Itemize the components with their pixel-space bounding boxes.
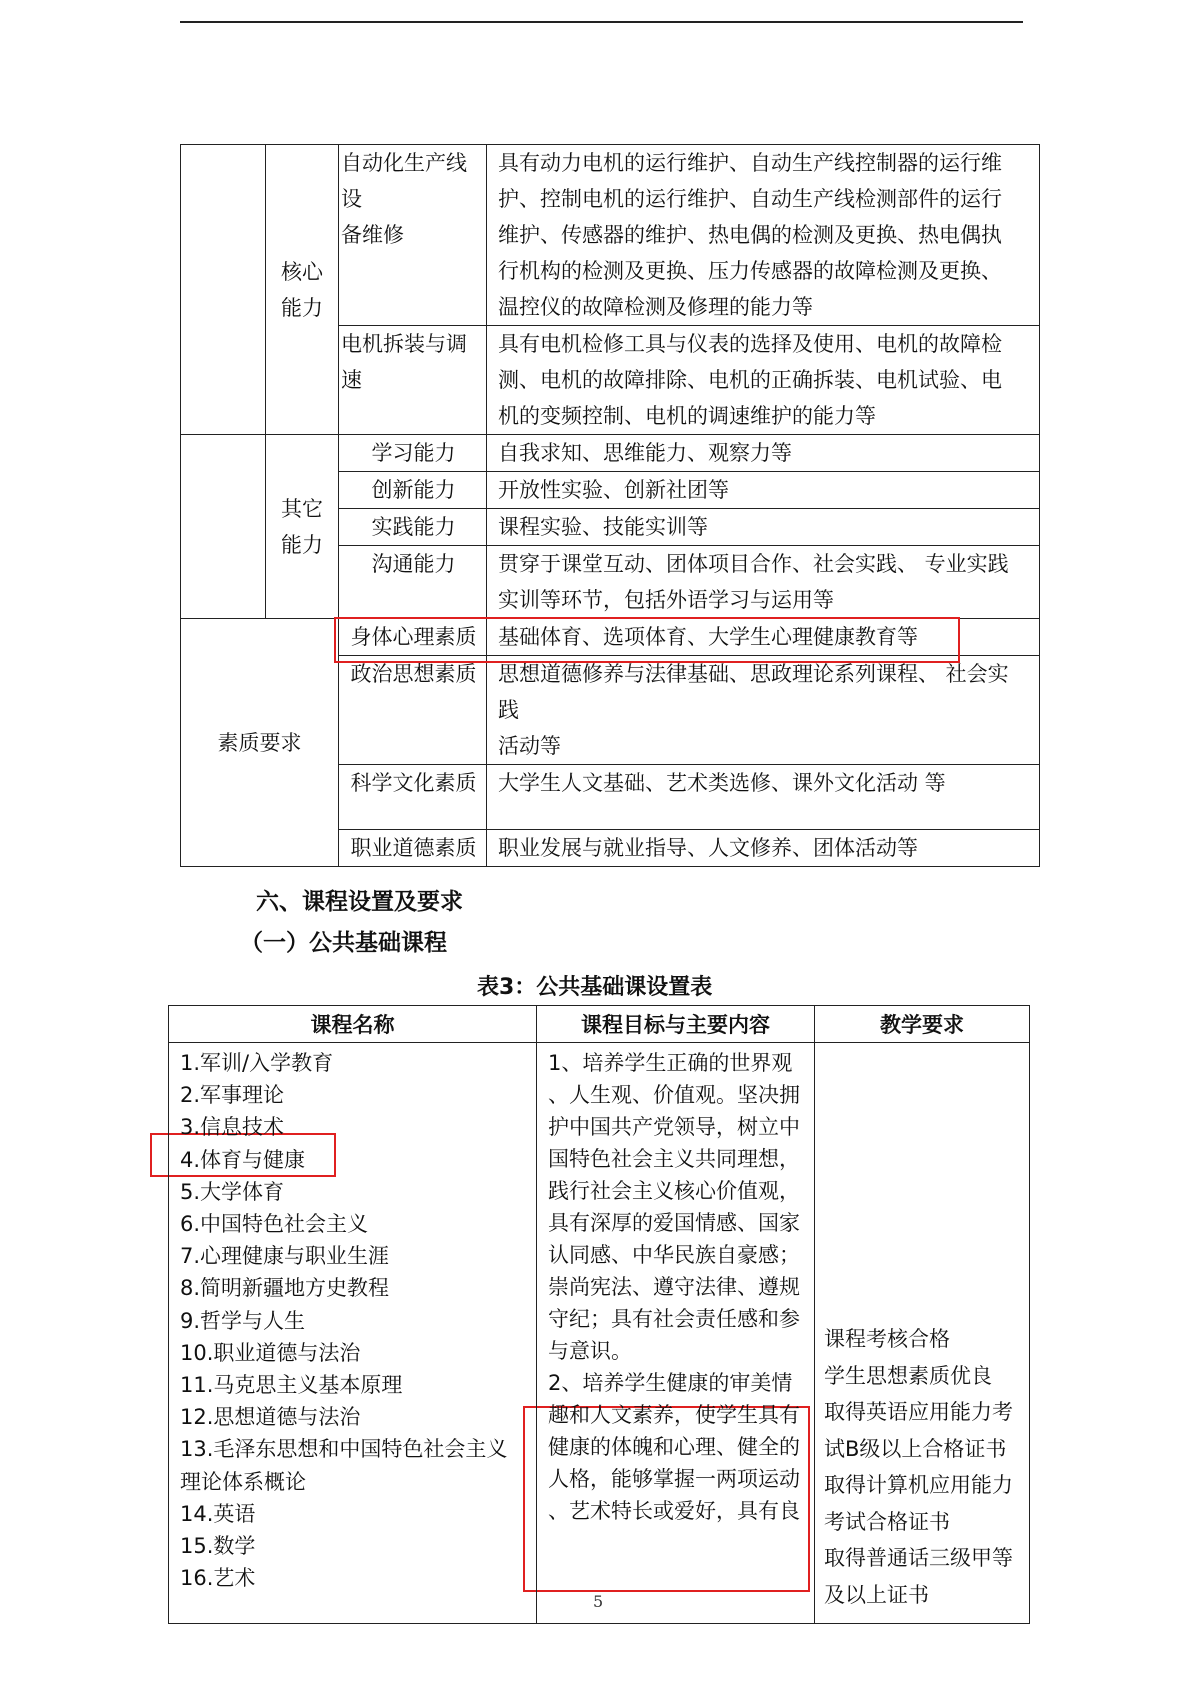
ability-name: 实践能力 <box>339 509 487 546</box>
list-item: 6.中国特色社会主义 <box>180 1212 369 1237</box>
goal-line: 、人生观、价值观。坚决拥 <box>548 1083 800 1107</box>
list-item: 2.军事理论 <box>180 1083 285 1108</box>
goal-line: 守纪；具有社会责任感和参 <box>548 1307 800 1331</box>
list-item: 9.哲学与人生 <box>180 1308 306 1333</box>
goal-line: 2、培养学生健康的审美情 <box>548 1371 793 1395</box>
goals-cell <box>537 1043 815 1624</box>
ability-name: 政治思想素质 <box>339 656 487 765</box>
ability-desc: 具有动力电机的运行维护、自动生产线控制器的运行维 护、控制电机的运行维护、自动生产线检测部件的运行 维护、传感器的维护、热电偶的检测及更换、热电偶执 行机构的检测及更换、压力传感器的故障检测及更换、 温控仪的故障检测及修理的能力等 <box>487 145 1040 326</box>
list-item: 1.军训/入学教育 <box>180 1051 334 1075</box>
requirements-cell <box>815 1043 1030 1624</box>
requirement-line: 取得普通话三级甲等 <box>824 1546 1013 1570</box>
list-item: 12.思想道德与法治 <box>180 1405 361 1430</box>
list-item: 4.体育与健康 <box>180 1147 306 1172</box>
requirement-line: 及以上证书 <box>824 1582 929 1607</box>
ability-name: 自动化生产线设 备维修 <box>339 145 487 326</box>
ability-name: 职业道德素质 <box>339 830 487 867</box>
ability-name: 学习能力 <box>339 435 487 472</box>
goal-line: 、艺术特长或爱好，具有良 <box>548 1499 800 1523</box>
requirement-line: 取得计算机应用能力 <box>824 1473 1013 1497</box>
section-heading: 六、课程设置及要求 <box>256 889 463 915</box>
group-cell <box>181 145 266 435</box>
list-item: 8.简明新疆地方史教程 <box>180 1276 390 1301</box>
list-item: 16.艺术 <box>180 1566 256 1591</box>
ability-desc: 具有电机检修工具与仪表的选择及使用、电机的故障检 测、电机的故障排除、电机的正确拆装、电机试验、电 机的变频控制、电机的调速维护的能力等 <box>487 326 1040 435</box>
ability-name: 电机拆装与调速 <box>339 326 487 435</box>
ability-table <box>180 144 1040 867</box>
category-core: 核心 能力 <box>266 145 339 435</box>
course-list <box>169 1043 537 1624</box>
goal-line: 践行社会主义核心价值观， <box>548 1179 800 1203</box>
ability-name: 身体心理素质 <box>339 619 487 656</box>
goal-line: 具有深厚的爱国情感、国家 <box>548 1211 800 1235</box>
ability-desc: 课程实验、技能实训等 <box>487 509 1040 546</box>
column-header: 课程名称 <box>169 1006 537 1043</box>
ability-name: 科学文化素质 <box>339 765 487 830</box>
goal-line: 人格，能够掌握一两项运动 <box>548 1467 800 1491</box>
list-item: 理论体系概论 <box>180 1469 306 1494</box>
table-row <box>181 619 1040 656</box>
table-caption: 表3：公共基础课设置表 <box>477 975 713 1000</box>
requirement-line: 学生思想素质优良 <box>824 1363 992 1388</box>
ability-desc: 基础体育、选项体育、大学生心理健康教育等 <box>487 619 1040 656</box>
table-row <box>181 145 1040 326</box>
header-rule <box>180 21 1023 23</box>
list-item: 5.大学体育 <box>180 1179 285 1204</box>
ability-name: 沟通能力 <box>339 546 487 619</box>
goal-line: 崇尚宪法、遵守法律、遵规 <box>548 1275 800 1299</box>
ability-desc: 开放性实验、创新社团等 <box>487 472 1040 509</box>
ability-desc: 大学生人文基础、艺术类选修、课外文化活动 等 <box>487 765 1040 830</box>
list-item: 7.心理健康与职业生涯 <box>180 1244 390 1269</box>
course-table <box>168 1005 1030 1624</box>
list-item: 15.数学 <box>180 1534 256 1559</box>
requirement-line: 考试合格证书 <box>824 1509 950 1534</box>
subsection-heading: （一）公共基础课程 <box>240 930 447 956</box>
goal-line: 趣和人文素养，使学生具有 <box>548 1403 800 1427</box>
requirement-line: 课程考核合格 <box>824 1327 950 1351</box>
goal-line: 护中国共产党领导，树立中 <box>548 1115 800 1139</box>
ability-name: 创新能力 <box>339 472 487 509</box>
goal-line: 1、培养学生正确的世界观 <box>548 1051 793 1075</box>
page-number: 5 <box>593 1592 604 1611</box>
ability-desc: 思想道德修养与法律基础、思政理论系列课程、 社会实践 活动等 <box>487 656 1040 765</box>
group-cell <box>181 435 266 619</box>
list-item: 11.马克思主义基本原理 <box>180 1373 403 1398</box>
table-row <box>181 435 1040 472</box>
ability-desc: 自我求知、思维能力、观察力等 <box>487 435 1040 472</box>
column-header: 教学要求 <box>815 1006 1030 1043</box>
list-item: 3.信息技术 <box>180 1115 285 1140</box>
goal-line: 与意识。 <box>548 1339 632 1363</box>
category-other: 其它 能力 <box>266 435 339 619</box>
requirement-line: 试B级以上合格证书 <box>824 1436 1007 1461</box>
category-quality: 素质要求 <box>181 619 339 867</box>
ability-desc: 职业发展与就业指导、人文修养、团体活动等 <box>487 830 1040 867</box>
table-row <box>169 1043 1030 1624</box>
column-header: 课程目标与主要内容 <box>537 1006 815 1043</box>
requirement-line: 取得英语应用能力考 <box>824 1400 1013 1424</box>
goal-line: 健康的体魄和心理、健全的 <box>548 1435 800 1459</box>
list-item: 13.毛泽东思想和中国特色社会主义 <box>180 1437 508 1462</box>
table-header-row <box>169 1006 1030 1043</box>
goal-line: 国特色社会主义共同理想， <box>548 1147 800 1171</box>
ability-desc: 贯穿于课堂互动、团体项目合作、社会实践、 专业实践 实训等环节，包括外语学习与运用等 <box>487 546 1040 619</box>
list-item: 10.职业道德与法治 <box>180 1340 361 1365</box>
goal-line: 认同感、中华民族自豪感； <box>548 1243 800 1267</box>
list-item: 14.英语 <box>180 1501 256 1526</box>
